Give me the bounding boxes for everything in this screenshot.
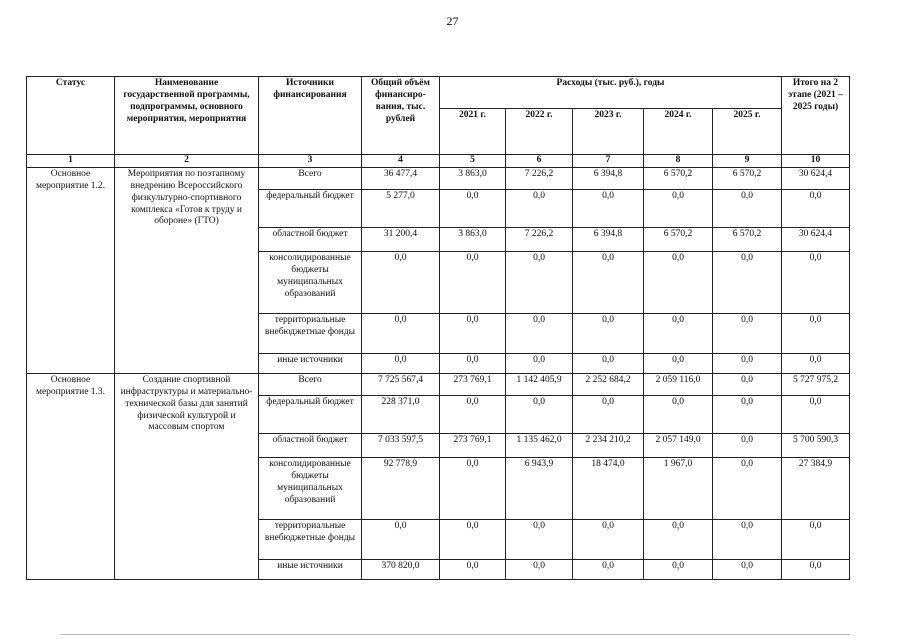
column-number: 9	[713, 155, 782, 168]
budget-table	[26, 76, 850, 580]
column-number: 10	[782, 155, 850, 168]
year-amount-cell: 7 226,2	[506, 167, 573, 189]
header-expenses: Расходы (тыс. руб.), годы	[440, 77, 782, 109]
total-amount-cell: 0,0	[362, 313, 440, 353]
year-amount-cell: 0,0	[713, 433, 782, 457]
year-amount-cell: 0,0	[506, 353, 573, 373]
funding-source-cell: Всего	[259, 167, 362, 189]
year-amount-cell: 0,0	[506, 559, 573, 579]
stage-total-cell: 0,0	[782, 559, 850, 579]
year-amount-cell: 0,0	[573, 519, 644, 559]
funding-source-cell: федеральный бюджет	[259, 189, 362, 227]
header-status: Статус	[27, 77, 115, 155]
funding-source-cell: Всего	[259, 373, 362, 395]
funding-source-cell: консолидированные бюджеты муниципальных образований	[259, 251, 362, 313]
stage-total-cell: 30 624,4	[782, 167, 850, 189]
header-stage-total: Итого на 2 этапе (2021 – 2025 годы)	[782, 77, 850, 155]
year-amount-cell: 273 769,1	[440, 433, 506, 457]
total-amount-cell: 31 200,4	[362, 227, 440, 251]
funding-source-cell: территориальные внебюджетные фонды	[259, 313, 362, 353]
stage-total-cell: 0,0	[782, 189, 850, 227]
funding-source-cell: иные источники	[259, 559, 362, 579]
year-amount-cell: 0,0	[713, 313, 782, 353]
year-amount-cell: 6 394,8	[573, 167, 644, 189]
year-amount-cell: 3 863,0	[440, 227, 506, 251]
year-amount-cell: 0,0	[440, 559, 506, 579]
year-amount-cell: 0,0	[644, 313, 713, 353]
year-amount-cell: 0,0	[713, 353, 782, 373]
year-amount-cell: 0,0	[644, 251, 713, 313]
header-year: 2025 г.	[713, 109, 782, 155]
year-amount-cell: 0,0	[713, 395, 782, 433]
funding-source-cell: консолидированные бюджеты муниципальных образований	[259, 457, 362, 519]
year-amount-cell: 1 142 405,9	[506, 373, 573, 395]
total-amount-cell: 0,0	[362, 519, 440, 559]
year-amount-cell: 7 226,2	[506, 227, 573, 251]
column-number: 1	[27, 155, 115, 168]
year-amount-cell: 0,0	[573, 395, 644, 433]
stage-total-cell: 0,0	[782, 519, 850, 559]
stage-total-cell: 27 384,9	[782, 457, 850, 519]
year-amount-cell: 0,0	[440, 251, 506, 313]
year-amount-cell: 0,0	[506, 395, 573, 433]
year-amount-cell: 0,0	[440, 457, 506, 519]
year-amount-cell: 2 057 149,0	[644, 433, 713, 457]
total-amount-cell: 228 371,0	[362, 395, 440, 433]
stage-total-cell: 30 624,4	[782, 227, 850, 251]
year-amount-cell: 0,0	[573, 559, 644, 579]
header-name: Наименование государственной программы, подпрограммы, основного мероприятия, мероприятия	[115, 77, 259, 155]
year-amount-cell: 6 570,2	[713, 167, 782, 189]
funding-source-cell: иные источники	[259, 353, 362, 373]
event-name-cell: Мероприятия по поэтапному внедрению Всероссийского физкультурно-спортивного комплекса «Готов к труду и обороне» (ГТО)	[115, 167, 259, 373]
year-amount-cell: 0,0	[440, 395, 506, 433]
year-amount-cell: 6 570,2	[713, 227, 782, 251]
year-amount-cell: 0,0	[644, 395, 713, 433]
stage-total-cell: 0,0	[782, 353, 850, 373]
year-amount-cell: 1 967,0	[644, 457, 713, 519]
year-amount-cell: 0,0	[644, 189, 713, 227]
funding-source-cell: областной бюджет	[259, 433, 362, 457]
event-name-cell: Создание спортивной инфраструктуры и материально-технической базы для занятий физической культурой и массовым спортом	[115, 373, 259, 579]
year-amount-cell: 0,0	[440, 353, 506, 373]
funding-source-cell: территориальные внебюджетные фонды	[259, 519, 362, 559]
table-row	[27, 167, 850, 189]
year-amount-cell: 1 135 462,0	[506, 433, 573, 457]
stage-total-cell: 5 700 590,3	[782, 433, 850, 457]
year-amount-cell: 2 059 116,0	[644, 373, 713, 395]
year-amount-cell: 2 234 210,2	[573, 433, 644, 457]
stage-total-cell: 0,0	[782, 313, 850, 353]
column-number: 6	[506, 155, 573, 168]
header-sources: Источники финансирования	[259, 77, 362, 155]
year-amount-cell: 0,0	[573, 353, 644, 373]
year-amount-cell: 0,0	[440, 519, 506, 559]
header-year: 2023 г.	[573, 109, 644, 155]
total-amount-cell: 36 477,4	[362, 167, 440, 189]
year-amount-cell: 0,0	[440, 313, 506, 353]
year-amount-cell: 0,0	[506, 313, 573, 353]
year-amount-cell: 0,0	[713, 189, 782, 227]
year-amount-cell: 6 943,9	[506, 457, 573, 519]
year-amount-cell: 6 394,8	[573, 227, 644, 251]
page-bottom-rule	[60, 634, 850, 637]
year-amount-cell: 0,0	[644, 519, 713, 559]
year-amount-cell: 6 570,2	[644, 227, 713, 251]
year-amount-cell: 0,0	[573, 189, 644, 227]
year-amount-cell: 273 769,1	[440, 373, 506, 395]
total-amount-cell: 92 778,9	[362, 457, 440, 519]
year-amount-cell: 18 474,0	[573, 457, 644, 519]
year-amount-cell: 0,0	[506, 251, 573, 313]
total-amount-cell: 0,0	[362, 353, 440, 373]
column-number: 2	[115, 155, 259, 168]
year-amount-cell: 0,0	[713, 251, 782, 313]
status-cell: Основное мероприятие 1.3.	[27, 373, 115, 579]
total-amount-cell: 7 033 597,5	[362, 433, 440, 457]
year-amount-cell: 0,0	[573, 251, 644, 313]
stage-total-cell: 0,0	[782, 251, 850, 313]
column-number: 3	[259, 155, 362, 168]
page-number: 27	[446, 14, 459, 28]
table-row	[27, 373, 850, 395]
year-amount-cell: 0,0	[573, 313, 644, 353]
year-amount-cell: 2 252 684,2	[573, 373, 644, 395]
year-amount-cell: 0,0	[644, 559, 713, 579]
header-year: 2022 г.	[506, 109, 573, 155]
column-number: 5	[440, 155, 506, 168]
header-total: Общий объём финансиро-вания, тыс. рублей	[362, 77, 440, 155]
year-amount-cell: 0,0	[713, 519, 782, 559]
year-amount-cell: 0,0	[440, 189, 506, 227]
total-amount-cell: 370 820,0	[362, 559, 440, 579]
year-amount-cell: 6 570,2	[644, 167, 713, 189]
year-amount-cell: 0,0	[713, 559, 782, 579]
year-amount-cell: 0,0	[506, 519, 573, 559]
total-amount-cell: 5 277,0	[362, 189, 440, 227]
column-number: 7	[573, 155, 644, 168]
year-amount-cell: 0,0	[713, 457, 782, 519]
total-amount-cell: 7 725 567,4	[362, 373, 440, 395]
column-number: 8	[644, 155, 713, 168]
year-amount-cell: 0,0	[644, 353, 713, 373]
year-amount-cell: 0,0	[713, 373, 782, 395]
status-cell: Основное мероприятие 1.2.	[27, 167, 115, 373]
column-number: 4	[362, 155, 440, 168]
header-year: 2024 г.	[644, 109, 713, 155]
funding-source-cell: областной бюджет	[259, 227, 362, 251]
year-amount-cell: 3 863,0	[440, 167, 506, 189]
total-amount-cell: 0,0	[362, 251, 440, 313]
funding-source-cell: федеральный бюджет	[259, 395, 362, 433]
stage-total-cell: 5 727 975,2	[782, 373, 850, 395]
stage-total-cell: 0,0	[782, 395, 850, 433]
header-year: 2021 г.	[440, 109, 506, 155]
year-amount-cell: 0,0	[506, 189, 573, 227]
